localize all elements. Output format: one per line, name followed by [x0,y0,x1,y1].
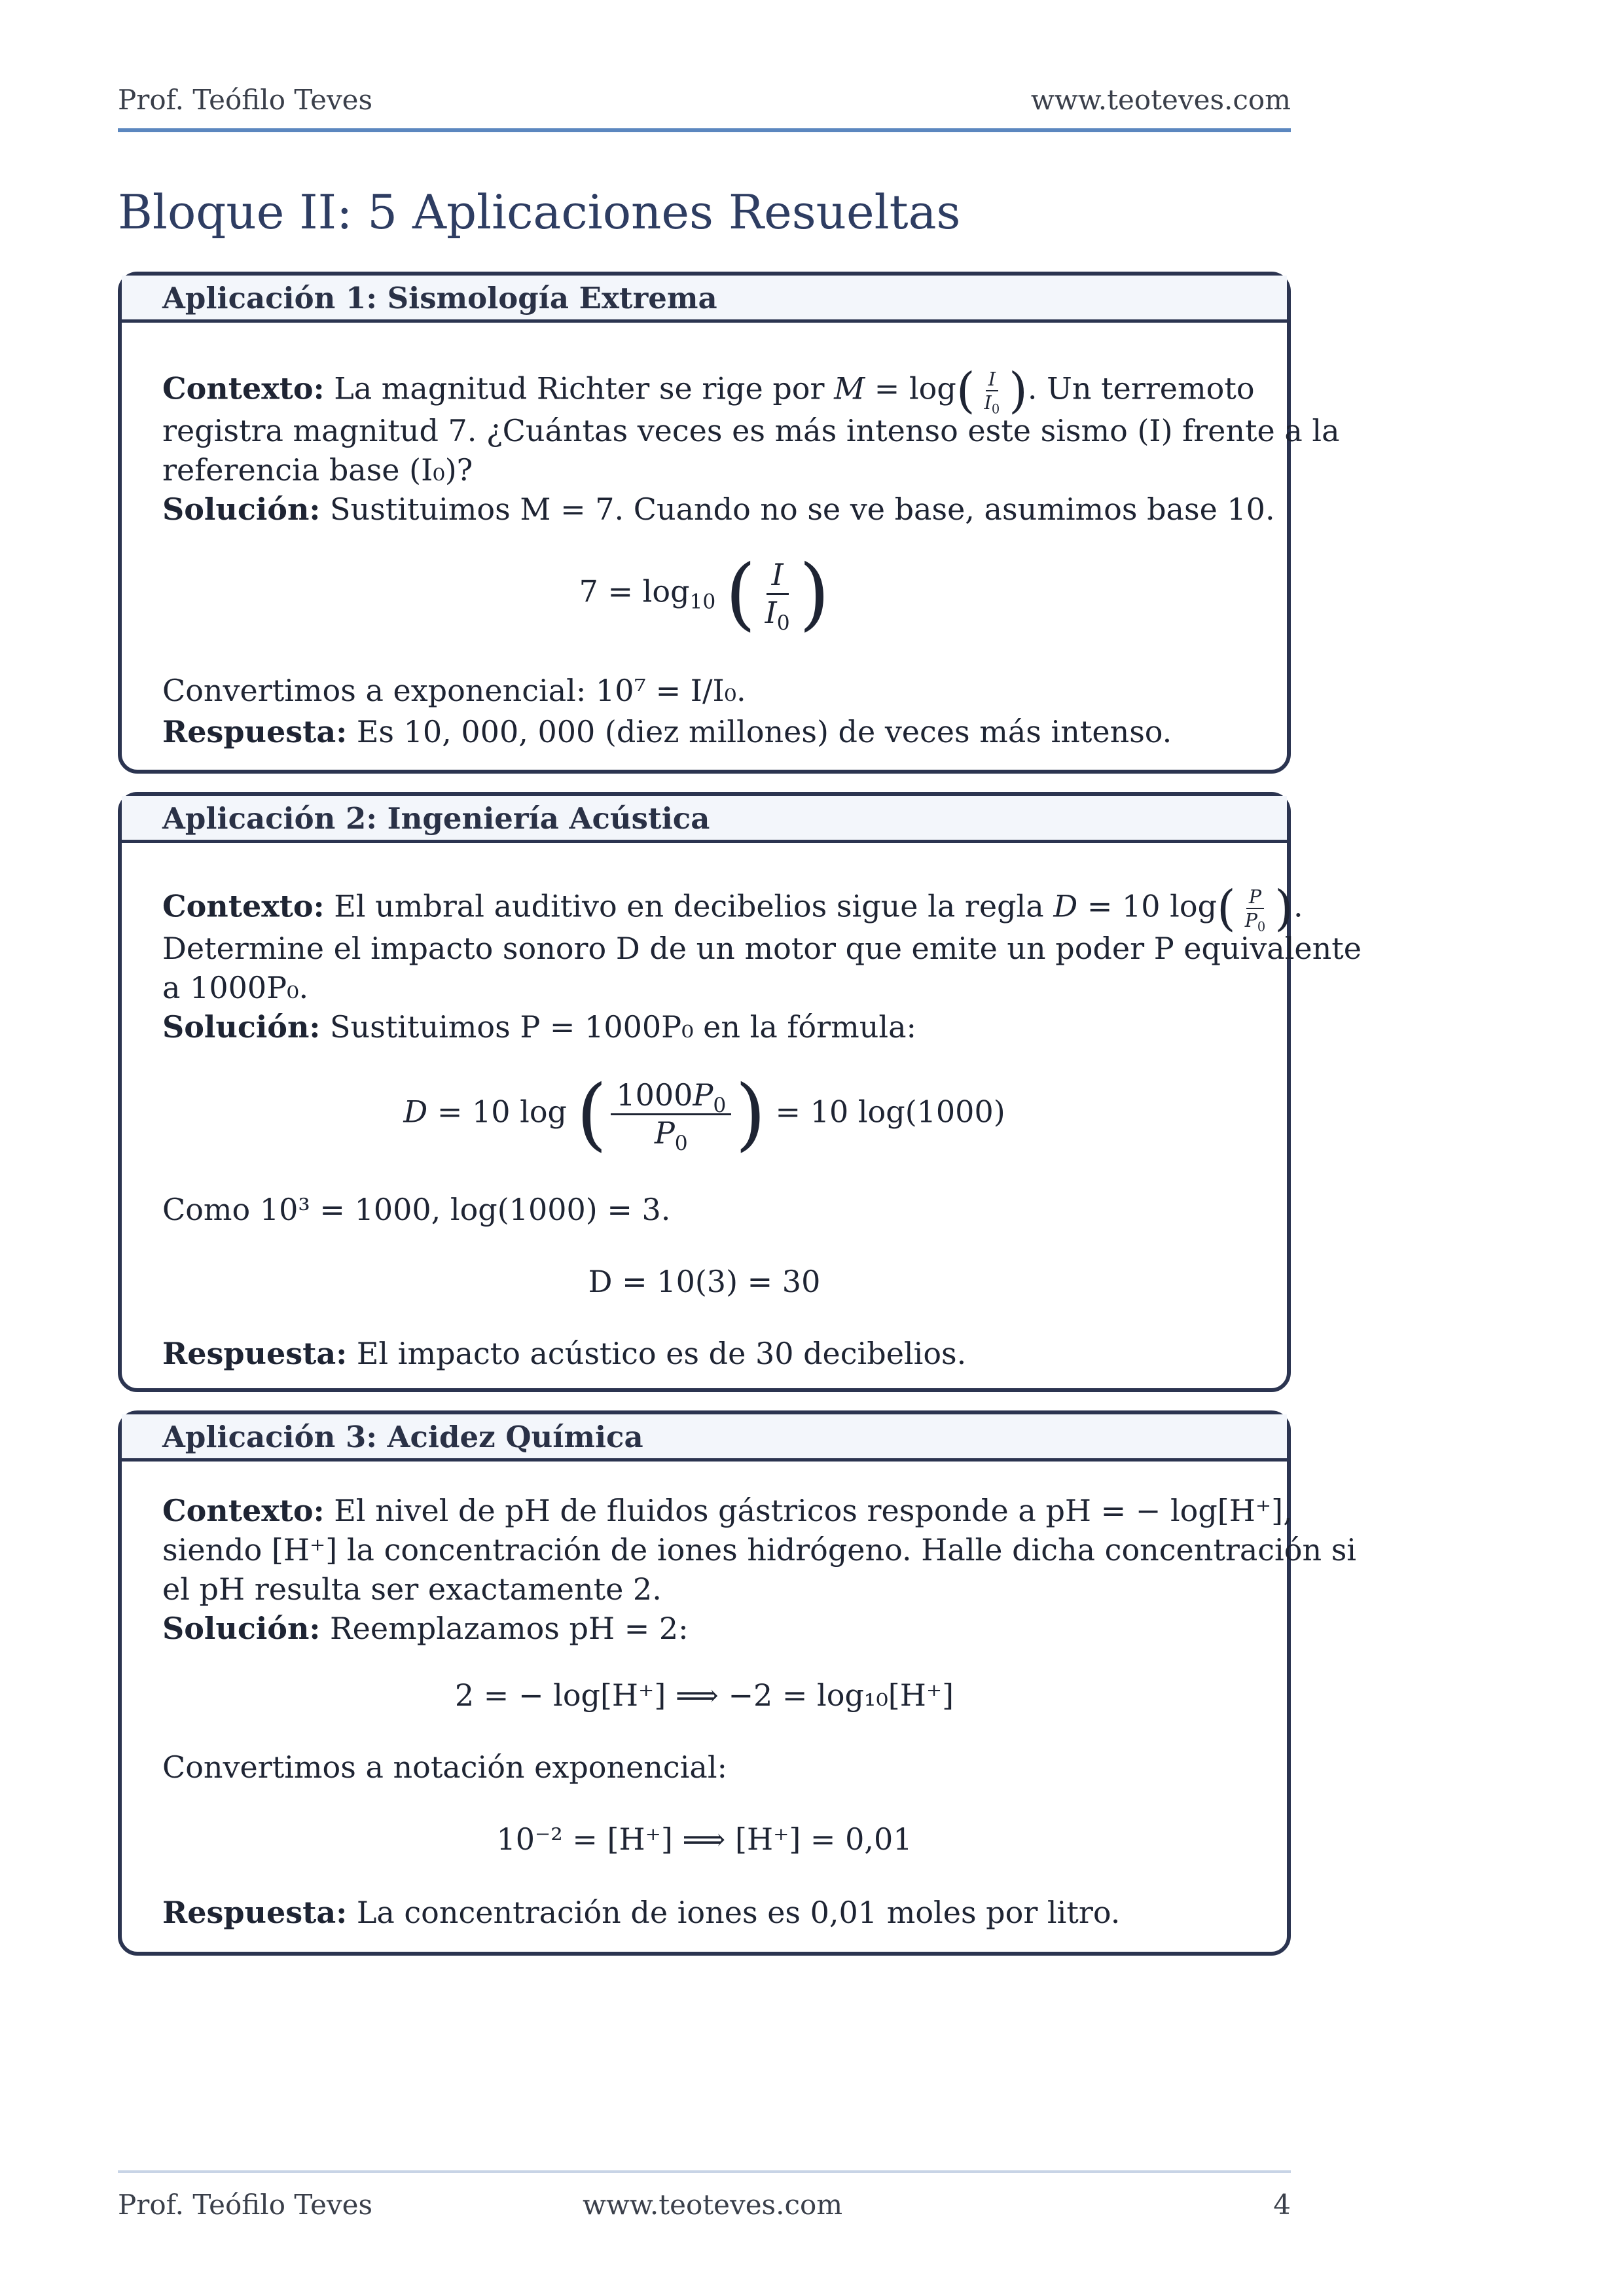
app2-context-label: Contexto: [162,888,325,924]
app2-context-line3: a 1000P₀. [162,970,309,1005]
footer-rule [118,2170,1291,2173]
app3-answer-label: Respuesta: [162,1895,348,1930]
header-author: Prof. Teófilo Teves [118,84,373,116]
app3-context-line1: Contexto: El nivel de pH de fluidos gástricos responde a pH = − log[H⁺], [162,1493,1293,1528]
app2-solution-label: Solución: [162,1009,321,1045]
app3-conversion: Convertimos a notación exponencial: [162,1749,728,1785]
app3-solution-label: Solución: [162,1611,321,1646]
app2-context-line2: Determine el impacto sonoro D de un motor que emite un poder P equivalente [162,931,1362,966]
app3-context-line2: siendo [H⁺] la concentración de iones hidrógeno. Halle dicha concentración si [162,1532,1357,1568]
app2-answer: Respuesta: El impacto acústico es de 30 decibelios. [162,1336,967,1371]
app2-solution: Solución: Sustituimos P = 1000P₀ en la fórmula: [162,1009,916,1045]
app1-conversion: Convertimos a exponencial: 10⁷ = I/I₀. [162,673,746,708]
header-rule [118,128,1291,132]
app1-equation: $7 = \log_{10}$ ( $\frac{I}{I_0}$ ) [579,548,830,639]
application-1-box [118,272,1340,774]
app1-context-line3: referencia base (I₀)? [162,452,473,488]
page-header [118,84,1291,114]
application-3-heading: Aplicación 3: Acidez Química [122,1414,1287,1462]
page-title: Bloque II: 5 Aplicaciones Resueltas [118,185,961,240]
app3-answer: Respuesta: La concentración de iones es 0,01 moles por litro. [162,1895,1121,1930]
app3-equation-2: 10⁻² = [H⁺] ⟹ [H⁺] = 0,01 [496,1821,912,1857]
footer-author: Prof. Teófilo Teves [118,2189,373,2221]
page-footer [118,2189,1291,2221]
header-site: www.teoteves.com [1030,84,1291,116]
application-2-box [118,792,1362,1392]
application-2-heading: Aplicación 2: Ingeniería Acústica [122,796,1287,843]
app2-answer-label: Respuesta: [162,1336,348,1371]
app1-answer: Respuesta: Es 10, 000, 000 (diez millones) de veces más intenso. [162,714,1172,749]
application-3-box [118,1410,1357,1956]
application-1-heading: Aplicación 1: Sismología Extrema [122,276,1287,323]
app1-solution-label: Solución: [162,492,321,527]
app3-equation-1: 2 = − log[H⁺] ⟹ −2 = log₁₀[H⁺] [454,1677,954,1713]
page-number: 4 [1273,2189,1291,2221]
app1-solution: Solución: Sustituimos M = 7. Cuando no se ve base, asumimos base 10. [162,492,1275,527]
app3-solution: Solución: Reemplazamos pH = 2: [162,1611,689,1646]
app2-como: Como 10³ = 1000, log(1000) = 3. [162,1192,671,1227]
app2-equation: D = 10 log ( $\frac{1000P_0}{P_0}$ ) = 10 log(1000) [403,1069,1005,1160]
app1-context-line1: Contexto: La magnitud Richter se rige por M = log( $\frac{I}{I_0}$ ). Un terremoto [162,363,1255,419]
app3-context-line3: el pH resulta ser exactamente 2. [162,1571,662,1607]
app2-equation-2: D = 10(3) = 30 [588,1264,821,1299]
app1-context-label: Contexto: [162,370,325,406]
app1-answer-label: Respuesta: [162,714,348,749]
app1-context-line2: registra magnitud 7. ¿Cuántas veces es más intenso este sismo (I) frente a la [162,413,1340,448]
footer-site: www.teoteves.com [583,2189,843,2221]
app3-context-label: Contexto: [162,1493,325,1528]
app2-context-line1: Contexto: El umbral auditivo en decibelios sigue la regla D = 10 log( $\frac{P}{P_0}$ ). [162,881,1303,937]
